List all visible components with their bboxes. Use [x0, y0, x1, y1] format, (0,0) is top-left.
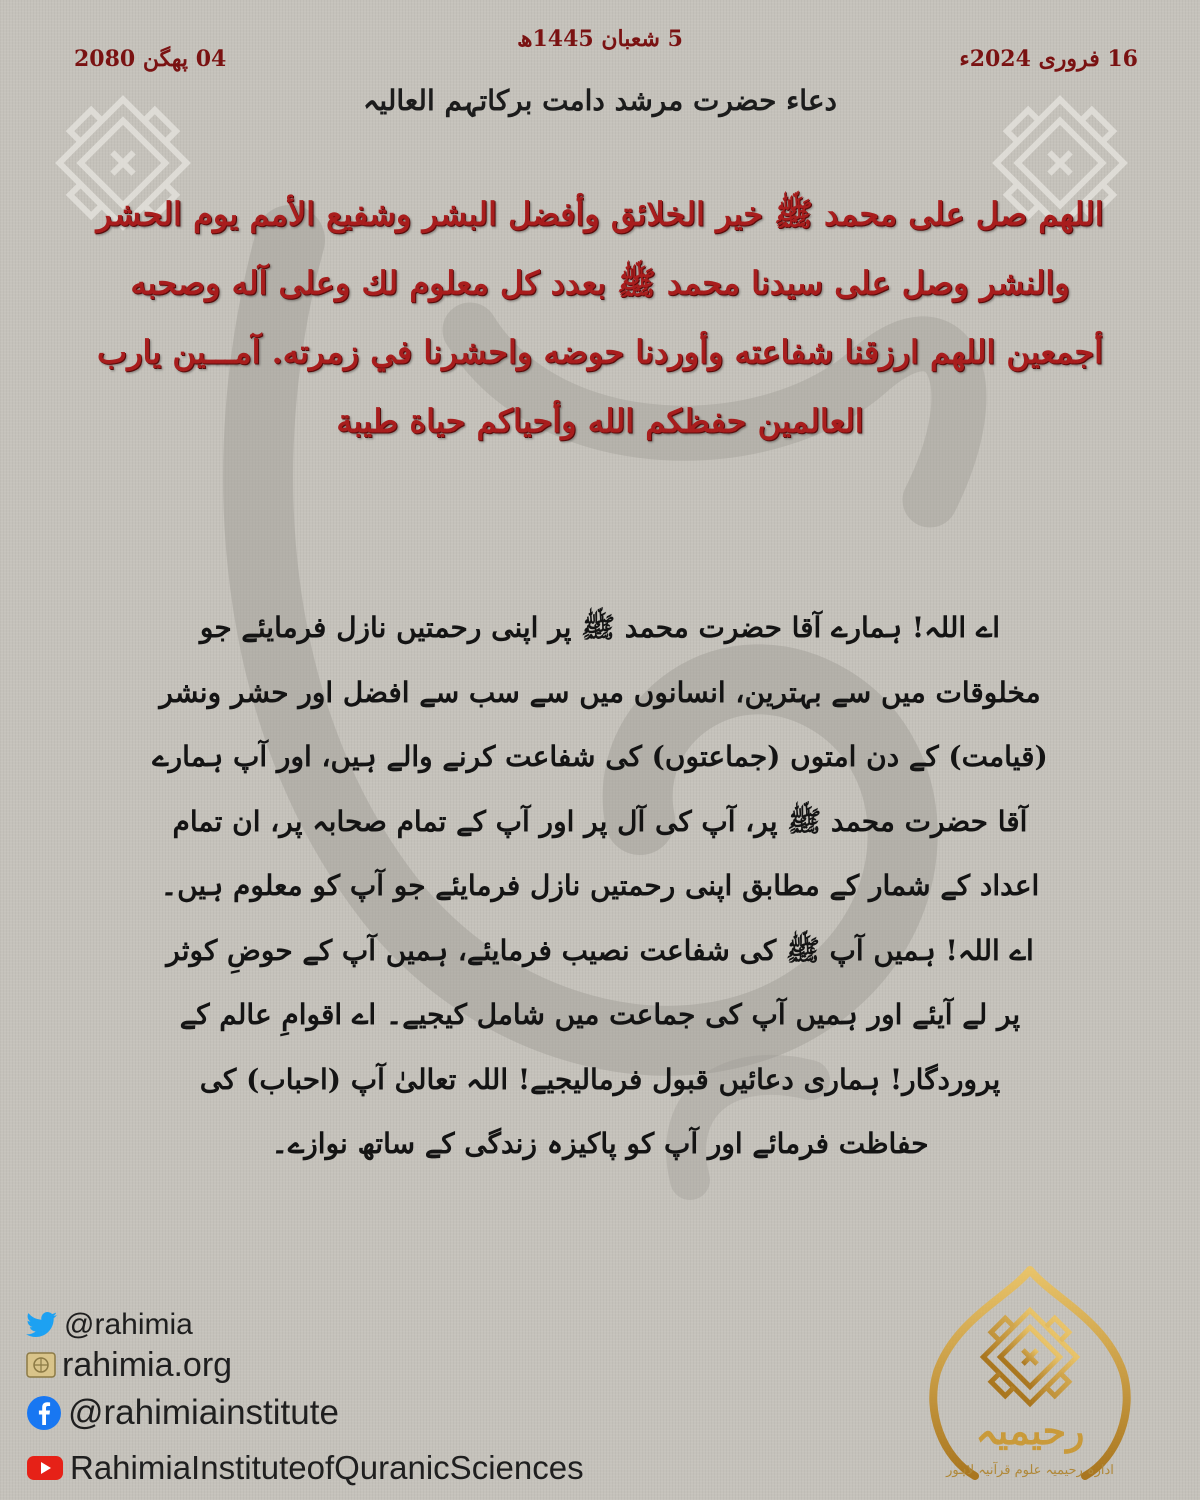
- logo-name: رحیمیہ: [975, 1408, 1085, 1453]
- facebook-link[interactable]: [26, 1393, 339, 1433]
- rahimia-logo: [915, 1262, 1145, 1492]
- desi-date: 04 پھگن 2080: [74, 46, 227, 72]
- youtube-link[interactable]: [26, 1448, 584, 1488]
- website-link[interactable]: [26, 1345, 232, 1385]
- youtube-channel: RahimiaInstituteofQuranicSciences: [70, 1449, 584, 1486]
- hijri-date: 5 شعبان 1445ھ: [517, 26, 683, 52]
- logo-tagline: ادارہ رحیمیہ علوم قرآنیہ لاہور: [946, 1463, 1114, 1478]
- globe-icon: [26, 1352, 56, 1378]
- arabic-dua-text: اللهم صل على محمد ﷺ خير الخلائق وأفضل البشر وشفيع الأمم يوم الحشر والنشر وصل على سيدنا محمد ﷺ بعدد كل معلوم لك وعلى آله وصحبه أجمعين اللهم ارزقنا شفاعته وأوردنا حوضه واحشرنا في زمرته. آمـــين يارب العالمين حفظكم الله وأحياكم حياة طيبة: [96, 195, 1104, 440]
- urdu-translation-text: اے اللہ! ہمارے آقا حضرت محمد ﷺ پر اپنی رحمتیں نازل فرمایئے جو مخلوقات میں سے بہترین، انسانوں میں سے سب سے افضل اور حشر ونشر (قیامت) کے دن امتوں (جماعتوں) کی شفاعت کرنے والے ہیں، اور آپ ہمارے آقا حضرت محمد ﷺ پر، آپ کی آل پر اور آپ کے تمام صحابہ پر، ان تمام اعداد کے شمار کے مطابق اپنی رحمتیں نازل فرمایئے جو آپ کو معلوم ہیں۔ اے اللہ! ہمیں آپ ﷺ کی شفاعت نصیب فرمایئے، ہمیں آپ کے حوضِ کوثر پر لے آیئے اور ہمیں آپ کی جماعت میں شامل کیجیے۔ اے اقوامِ عالم کے پروردگار! ہماری دعائیں قبول فرمالیجیے! اللہ تعالیٰ آپ (احباب) کی حفاظت فرمائے اور آپ کو پاکیزہ زندگی کے ساتھ نوازے۔: [152, 611, 1048, 1160]
- facebook-icon: [26, 1395, 62, 1431]
- facebook-handle: @rahimiainstitute: [68, 1393, 339, 1432]
- twitter-link[interactable]: [26, 1305, 193, 1345]
- website-url: rahimia.org: [62, 1345, 233, 1384]
- page-title: دعاء حضرت مرشد دامت برکاتہم العالیہ: [362, 84, 838, 117]
- youtube-icon: [26, 1454, 64, 1482]
- twitter-icon: [26, 1311, 58, 1339]
- twitter-handle: @rahimia: [64, 1308, 193, 1341]
- gregorian-date: 16 فروری 2024ء: [959, 46, 1138, 72]
